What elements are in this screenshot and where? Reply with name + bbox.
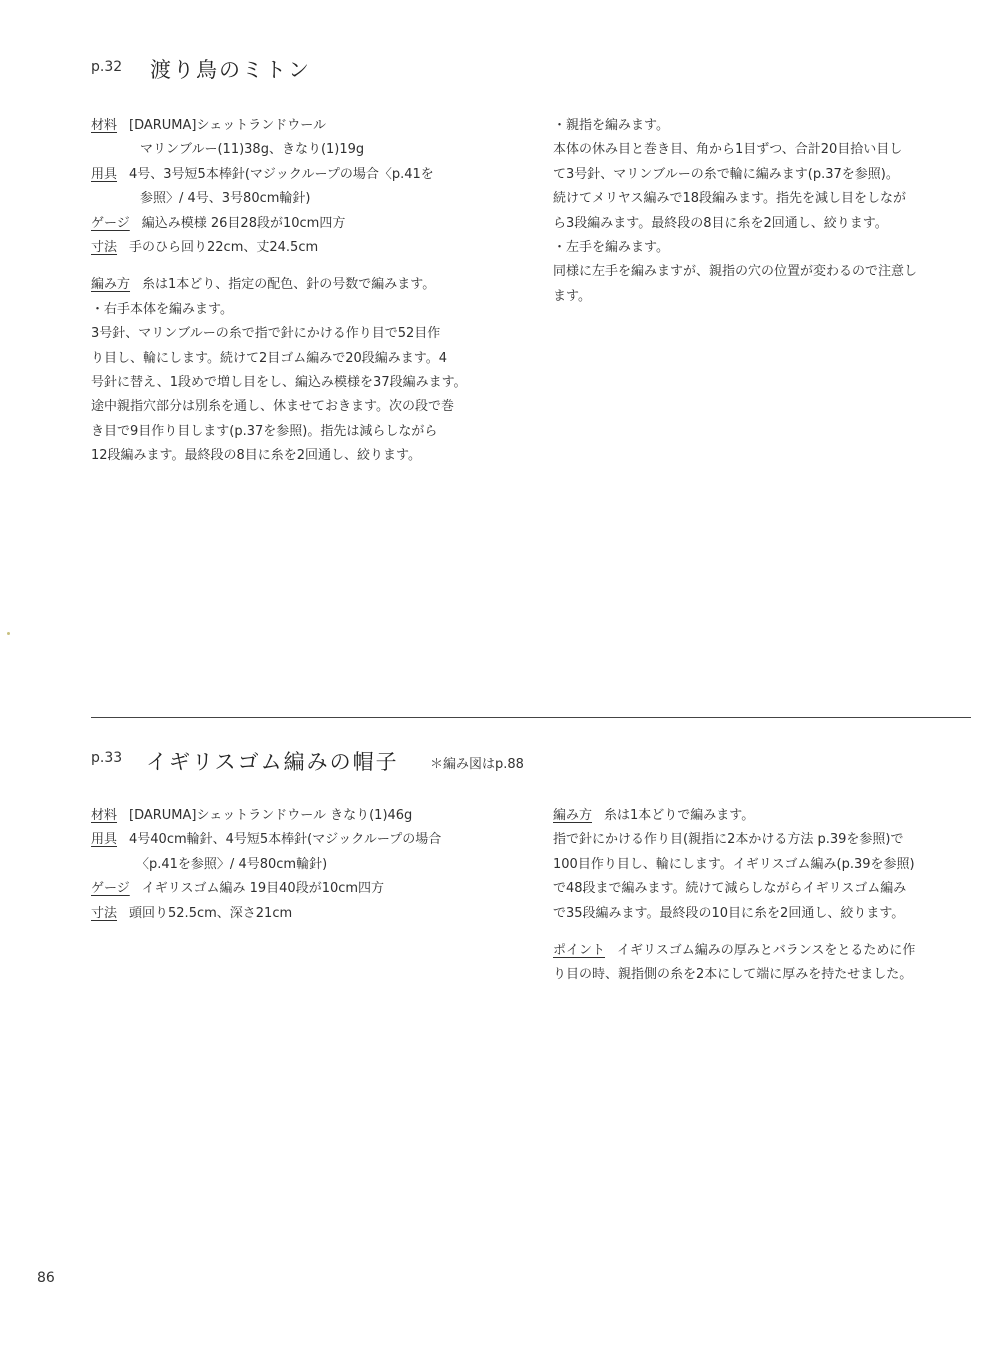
body-line: ・親指を編みます。 [553, 118, 669, 133]
materials-text: [DARUMA]シェットランドウール きなり(1)46g [129, 808, 413, 823]
section1-left-column [91, 114, 467, 469]
body-line: で48段まで編みます。続けて減らしながらイギリスゴム編み [553, 881, 907, 897]
section-divider [91, 717, 971, 718]
section1-right-column [553, 114, 917, 309]
body-line: り目し、輪にします。続けて2目ゴム編みで20段編みます。4 [91, 350, 448, 366]
section2-title: イギリスゴム編みの帽子 [146, 750, 399, 774]
section2-page-ref: p.33 [91, 750, 123, 766]
gauge-row [91, 212, 467, 236]
section1-title: 渡り鳥のミトン [150, 58, 311, 82]
body-line: て3号針、マリンブルーの糸で輪に編みます(p.37を参照)。 [553, 166, 899, 182]
body-line: 同様に左手を編みますが、親指の穴の位置が変わるので注意し [553, 264, 918, 280]
tools-text: 4号40cm輪針、4号短5本棒針(マジックループの場合 [129, 832, 442, 848]
point-row [553, 939, 915, 963]
tools-text-line2: 参照〉/ 4号、3号80cm輪針) [140, 191, 311, 207]
materials-label: 材料 [91, 808, 118, 823]
size-text: 手のひら回り22cm、丈24.5cm [129, 240, 319, 256]
tools-row [91, 163, 467, 187]
method-label: 編み方 [553, 808, 593, 823]
gauge-row [91, 877, 441, 901]
method-text: 糸は1本どりで編みます。 [604, 808, 755, 823]
gauge-label: ゲージ [91, 881, 130, 897]
section2-right-column [553, 804, 915, 988]
body-line: ます。 [553, 288, 591, 304]
tools-label: 用具 [91, 166, 118, 182]
size-label: 寸法 [91, 905, 118, 921]
body-line: ら3段編みます。最終段の8目に糸を2回通し、絞ります。 [553, 215, 888, 231]
size-text: 頭回り52.5cm、深さ21cm [129, 905, 293, 921]
body-line: 100目作り目し、輪にします。イギリスゴム編み(p.39を参照) [553, 856, 915, 872]
tools-label: 用具 [91, 832, 118, 848]
body-line: で35段編みます。最終段の10目に糸を2回通し、絞ります。 [553, 905, 905, 921]
tools-text: 4号、3号短5本棒針(マジックループの場合〈p.41を [129, 166, 434, 182]
method-text: 糸は1本どり、指定の配色、針の号数で編みます。 [142, 277, 436, 293]
size-row [91, 236, 467, 260]
body-line: 本体の休み目と巻き目、角から1目ずつ、合計20目拾い目し [553, 142, 903, 158]
method-row [91, 273, 467, 297]
point-label: ポイント [553, 943, 606, 959]
materials-row [91, 804, 441, 828]
section2-left-column [91, 804, 441, 926]
section2-note: ＊編み図はp.88 [430, 757, 524, 772]
body-line: き目で9目作り目します(p.37を参照)。指先は減らしながら [91, 423, 438, 439]
body-line: 3号針、マリンブルーの糸で指で針にかける作り目で52目作 [91, 326, 441, 342]
method-label: 編み方 [91, 277, 131, 293]
materials-row [91, 114, 467, 138]
size-label: 寸法 [91, 240, 118, 256]
page-number: 86 [37, 1270, 55, 1286]
gauge-label: ゲージ [91, 215, 130, 231]
tools-row [91, 828, 441, 852]
size-row [91, 902, 441, 926]
body-line: 続けてメリヤス編みで18段編みます。指先を減し目をしなが [553, 191, 906, 207]
body-line: 途中親指穴部分は別糸を通し、休ませておきます。次の段で巻 [91, 399, 454, 415]
gauge-text: 編込み模様 26目28段が10cm四方 [141, 215, 346, 231]
body-line: 号針に替え、1段めで増し目をし、編込み模様を37段編みます。 [91, 375, 467, 391]
materials-text-line2: マリンブルー(11)38g、きなり(1)19g [140, 142, 365, 158]
body-line: ・右手本体を編みます。 [91, 301, 233, 317]
section1-page-ref: p.32 [91, 59, 123, 75]
point-text: イギリスゴム編みの厚みとバランスをとるために作 [617, 943, 916, 959]
point-text-line2: り目の時、親指側の糸を2本にして端に厚みを持たせました。 [553, 967, 913, 983]
body-line: ・左手を編みます。 [553, 240, 669, 256]
method-row [553, 804, 915, 828]
body-line: 指で針にかける作り目(親指に2本かける方法 p.39を参照)で [553, 832, 904, 848]
tools-text-line2: 〈p.41を参照〉/ 4号80cm輪針) [136, 856, 328, 872]
body-line: 12段編みます。最終段の8目に糸を2回通し、絞ります。 [91, 448, 422, 464]
materials-label: 材料 [91, 118, 118, 133]
gauge-text: イギリスゴム編み 19目40段が10cm四方 [141, 881, 385, 897]
materials-text: [DARUMA]シェットランドウール [129, 118, 326, 133]
scan-speck [7, 632, 10, 635]
